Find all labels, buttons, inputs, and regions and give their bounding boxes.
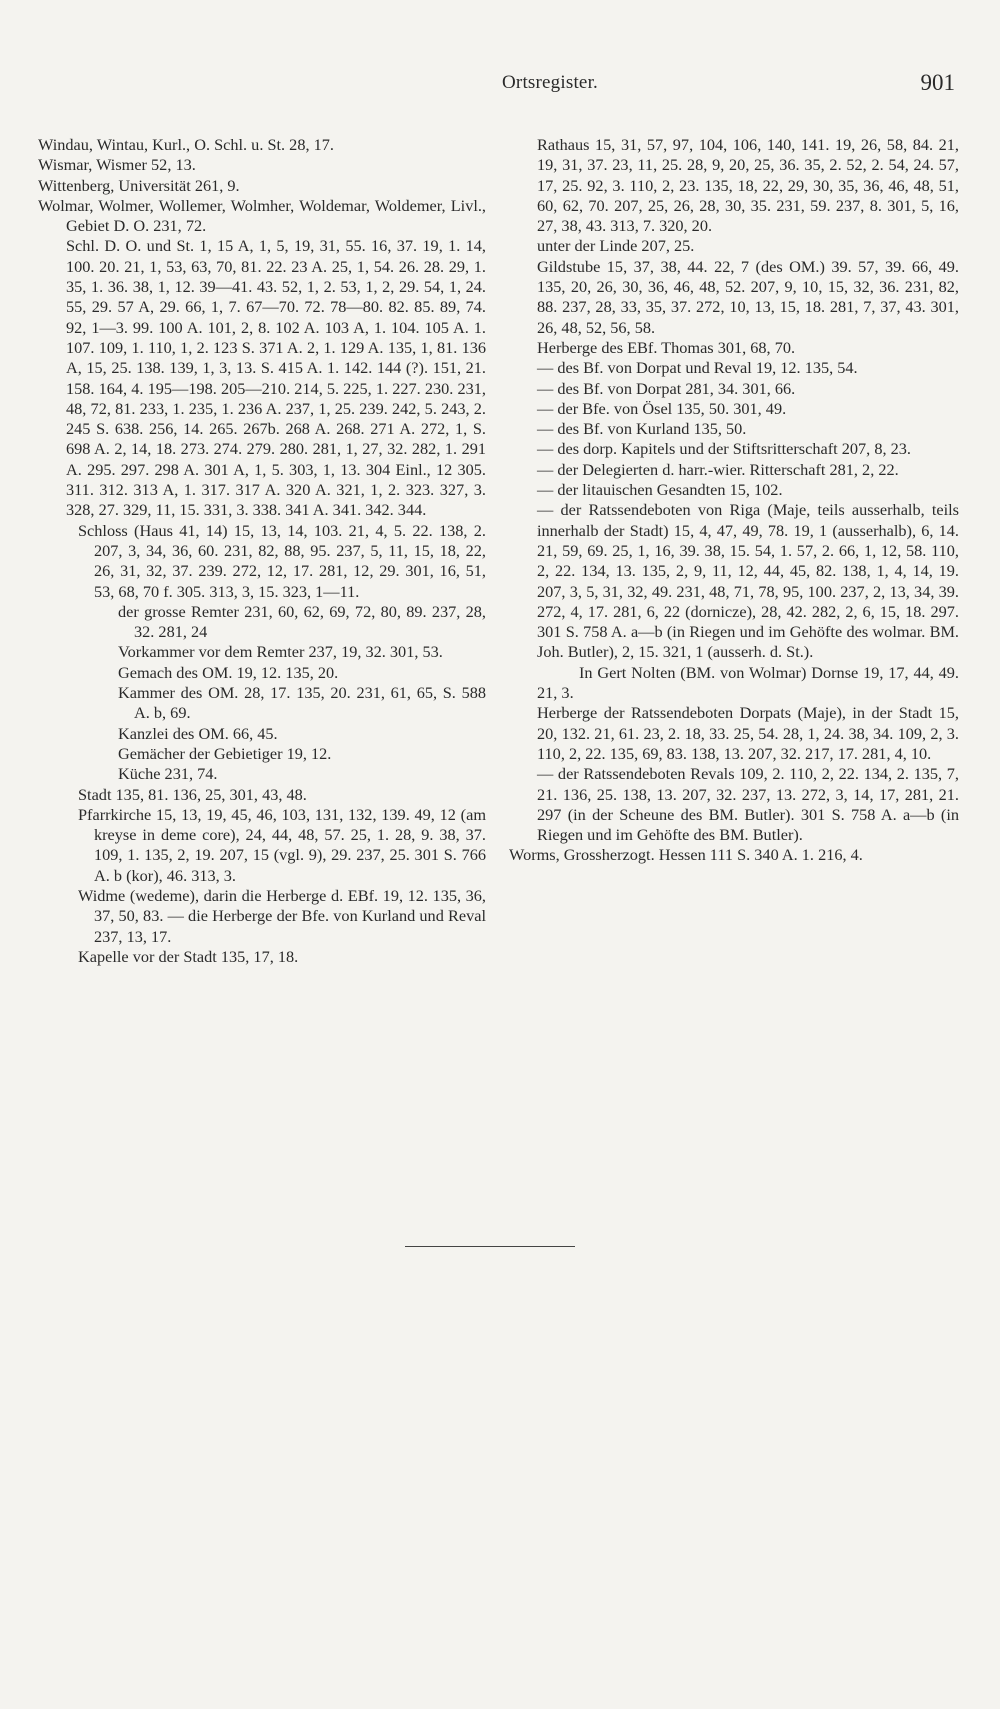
index-entry: Vorkammer vor dem Remter 237, 19, 32. 301, 53. — [118, 642, 443, 662]
index-entry: der grosse Remter 231, 60, 62, 69, 72, 80, 89. 237, 28, 32. 281, 24 — [118, 601, 486, 642]
index-column-right — [509, 135, 959, 866]
index-entry: Gemach des OM. 19, 12. 135, 20. — [118, 662, 339, 682]
index-entry: — der Delegierten d. harr.-wier. Ritterschaft 281, 2, 22. — [537, 459, 899, 479]
index-entry: Wittenberg, Universität 261, 9. — [38, 175, 240, 195]
end-divider-rule — [405, 1246, 575, 1247]
page-number: 901 — [920, 70, 955, 95]
index-entry: Stadt 135, 81. 136, 25, 301, 43, 48. — [78, 784, 307, 804]
index-entry: Worms, Grossherzogt. Hessen 111 S. 340 A. 1. 216, 4. — [509, 845, 863, 865]
index-entry: Schl. D. O. und St. 1, 15 A, 1, 5, 19, 31, 55. 16, 37. 19, 1. 14, 100. 20. 21, 1, 53, 63, 70, 81. 22. 23 A. 25, 1, 54. 26. 28. 29, 1. 35, 1. 36. 38, 1, 12. 39—41. 43. 52, 1, 2. 53, 1, 2, 29. 54, 1, 24. 55, 29. 57 A, 29. 66, 1, 7. 67—70. 72. 78—80. 82. 85. 89, 74. 92, 1—3. 99. 100 A. 101, 2, 8. 102 A. 103 A, 1. 104. 105 A. 1. 107. 109, 1. 110, 1, 2. 123 S. 371 A. 2, 1. 129 A. 135, 1, 81. 136 A, 15, 25. 138. 139, 1, 3, 13. S. 415 A. 1. 142. 144 (?). 151, 21. 158. 164, 4. 195—198. 205—210. 214, 5. 225, 1. 227. 230. 231, 48, 72, 81. 233, 1. 235, 1. 236 A. 237, 1, 25. 239. 242, 5. 243, 2. 245 S. 638. 256, 14. 265. 267b. 268 A. 268. 271 A. 272, 1, S. 698 A. 2, 14, 18. 273. 274. 279. 280. 281, 1, 27, 32. 282, 1. 291 A. 295. 297. 298 A. 301 A, 1, 5. 303, 1, 13. 304 Einl., 12 305. 311. 312. 313 A, 1. 317. 317 A. 320 A. 321, 1, 2. 323. 327, 3. 328, 27. 329, 11, 15. 331, 3. 338. 341 A. 341. 342. 344. — [66, 236, 486, 520]
index-entry: Schloss (Haus 41, 14) 15, 13, 14, 103. 21, 4, 5. 22. 138, 2. 207, 3, 34, 36, 60. 231, 82, 88, 95. 237, 5, 11, 15, 18, 22, 26, 31, 32, 37. 239. 272, 12, 17. 281, 12, 29. 301, 16, 51, 53, 68, 70 f. 305. 313, 3, 15. 323, 1—11. — [78, 520, 486, 601]
index-entry: Windau, Wintau, Kurl., O. Schl. u. St. 28, 17. — [38, 135, 334, 154]
index-entry: Herberge des EBf. Thomas 301, 68, 70. — [537, 337, 796, 357]
index-entry: Wismar, Wismer 52, 13. — [38, 155, 196, 175]
index-entry: Gildstube 15, 37, 38, 44. 22, 7 (des OM.) 39. 57, 39. 66, 49. 135, 20, 26, 30, 36, 46, 48, 52. 207, 9, 10, 15, 32, 36. 231, 82, 88. 237, 28, 33, 35, 37. 272, 10, 13, 15, 18. 281, 7, 37, 43. 301, 26, 48, 52, 56, 58. — [537, 256, 959, 337]
index-entry: — des Bf. von Kurland 135, 50. — [537, 419, 747, 439]
index-entry: — der litauischen Gesandten 15, 102. — [537, 480, 783, 500]
index-entry: Kapelle vor der Stadt 135, 17, 18. — [78, 946, 299, 966]
index-entry: Herberge der Ratssendeboten Dorpats (Maje), in der Stadt 15, 20, 132. 21, 61. 23, 2. 18, 33. 25, 54. 28, 1, 24. 38, 34. 109, 2, 3. 110, 2, 22. 135, 69, 83. 138, 13. 207, 32. 217, 17. 281, 4, 10. — [537, 703, 959, 763]
index-entry: Pfarrkirche 15, 13, 19, 45, 46, 103, 131, 132, 139. 49, 12 (am kreyse in deme core), 24, 44, 48, 57. 25, 1. 28, 9. 38, 37. 109, 1. 135, 2, 19. 207, 15 (vgl. 9), 29. 237, 25. 301 S. 766 A. b (kor), 46. 313, 3. — [78, 804, 486, 885]
index-entry: Widme (wedeme), darin die Herberge d. EBf. 19, 12. 135, 36, 37, 50, 83. — die Herberge der Bfe. von Kurland und Reval 237, 13, 17. — [78, 885, 486, 946]
index-entry: unter der Linde 207, 25. — [537, 236, 695, 256]
index-entry: Wolmar, Wolmer, Wollemer, Wolmher, Woldemar, Woldemer, Livl., Gebiet D. O. 231, 72. — [38, 195, 486, 236]
index-column-left — [38, 135, 486, 967]
page-title: Ortsregister. — [502, 72, 598, 93]
index-entry: — der Ratssendeboten Revals 109, 2. 110, 2, 22. 134, 2. 135, 7, 21. 136, 25. 138, 13. 207, 32. 237, 13. 272, 3, 14, 17, 281, 21. 297 (in der Scheune des BM. Butler). 301 S. 758 A. a—b (in Riegen und im Gehöfte des BM. Butler). — [537, 764, 959, 845]
index-entry: Kanzlei des OM. 66, 45. — [118, 723, 278, 743]
index-entry: Küche 231, 74. — [118, 764, 218, 784]
index-entry: In Gert Nolten (BM. von Wolmar) Dornse 19, 17, 44, 49. 21, 3. — [537, 662, 959, 703]
index-entry: — des Bf. von Dorpat 281, 34. 301, 66. — [537, 378, 796, 398]
index-entry: — der Bfe. von Ösel 135, 50. 301, 49. — [537, 398, 787, 418]
index-entry: Gemächer der Gebietiger 19, 12. — [118, 743, 332, 763]
index-entry: Rathaus 15, 31, 57, 97, 104, 106, 140, 141. 19, 26, 58, 84. 21, 19, 31, 37. 23, 11, 25. 28, 9, 20, 25, 36. 35, 2. 52, 2. 54, 24. 57, 17, 25. 92, 3. 110, 2, 23. 135, 18, 22, 29, 30, 35, 36, 46, 48, 51, 60, 62, 70. 207, 25, 26, 28, 30, 35. 231, 59. 237, 8. 301, 5, 16, 27, 38, 43. 313, 7. 320, 20. — [537, 135, 959, 236]
index-entry: — der Ratssendeboten von Riga (Maje, teils ausserhalb, teils innerhalb der Stadt) 15, 4, 47, 49, 78. 19, 1 (ausserhalb), 6, 14. 21, 59, 69. 25, 1, 16, 39. 38, 15. 54, 1. 57, 2. 66, 1, 12, 58. 110, 2, 22. 134, 13. 135, 2, 9, 11, 12, 44, 45, 82. 138, 1, 4, 14, 19. 207, 3, 5, 31, 32, 49. 231, 48, 71, 78, 95, 100. 237, 2, 13, 34, 39. 272, 4, 17. 281, 6, 22 (dornicze), 28, 42. 282, 2, 6, 15, 18. 297. 301 S. 758 A. a—b (in Riegen und im Gehöfte des wolmar. BM. Joh. Butler), 2, 15. 321, 1 (ausserh. d. St.). — [537, 500, 959, 662]
index-entry: — des dorp. Kapitels und der Stiftsritterschaft 207, 8, 23. — [537, 439, 911, 459]
index-entry: — des Bf. von Dorpat und Reval 19, 12. 135, 54. — [537, 358, 858, 378]
index-entry: Kammer des OM. 28, 17. 135, 20. 231, 61, 65, S. 588 A. b, 69. — [118, 683, 486, 723]
